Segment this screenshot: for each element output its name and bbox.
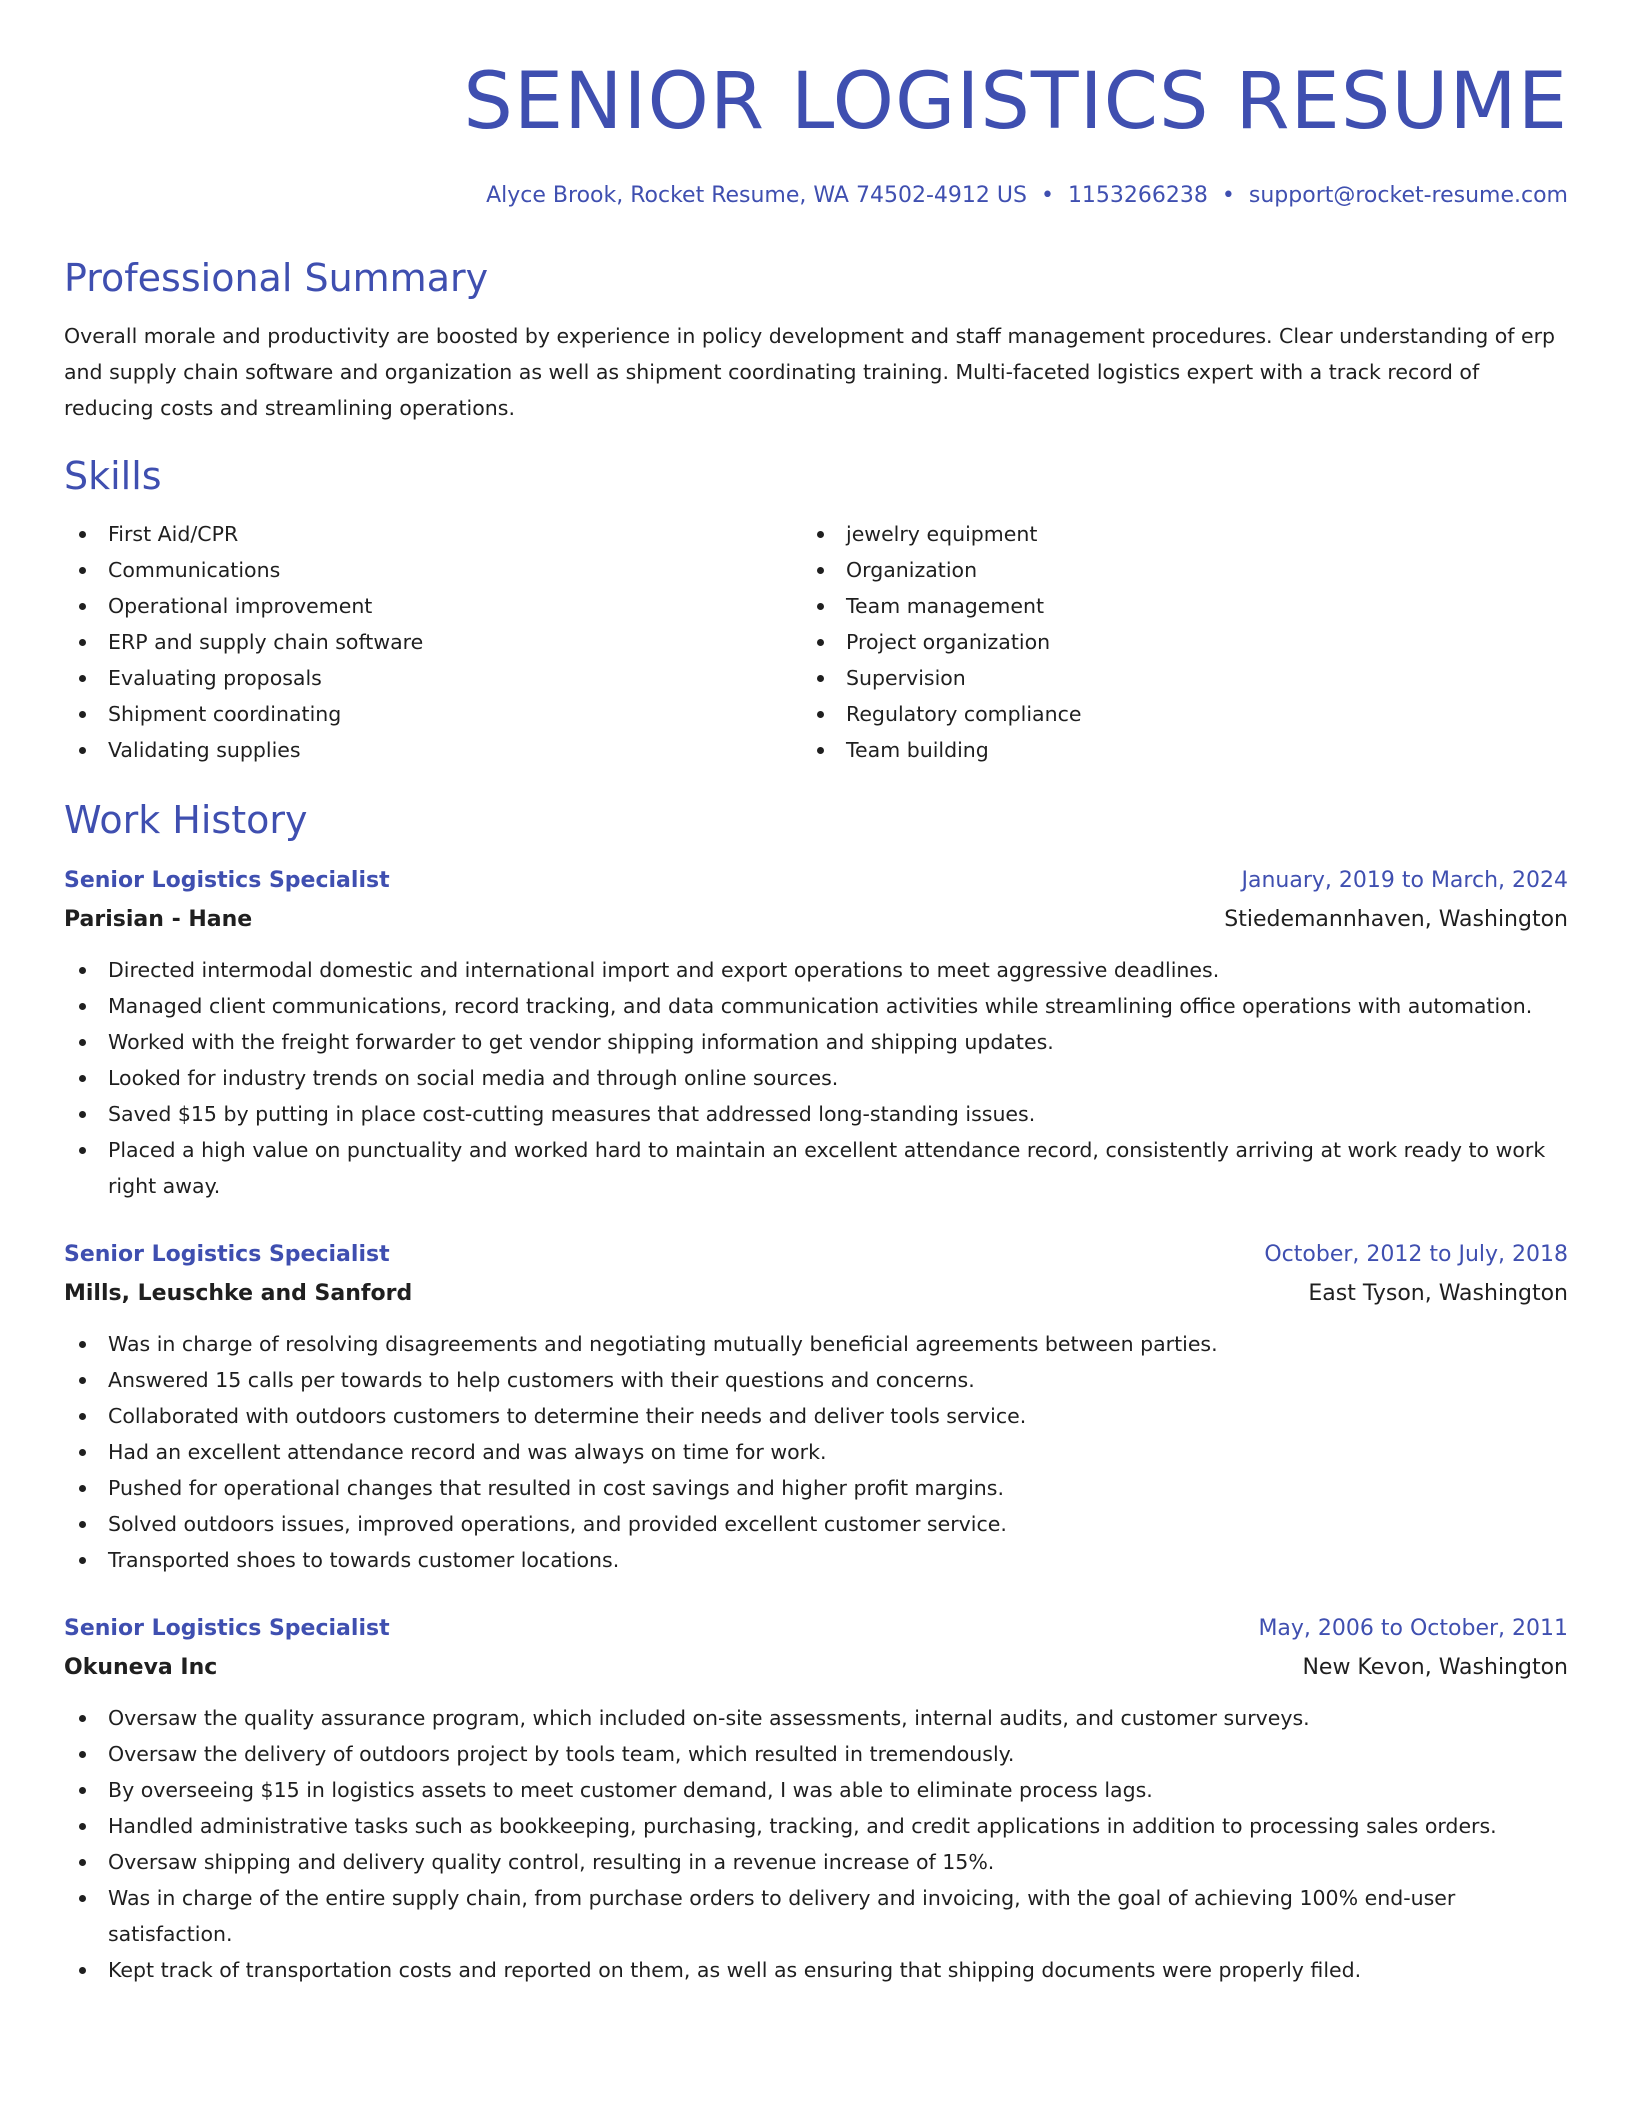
job-title: Senior Logistics Specialist: [64, 1616, 390, 1641]
contact-line: [64, 180, 1568, 212]
duty-item: Looked for industry trends on social media and through online sources.: [64, 1060, 1568, 1096]
duty-item: Oversaw the delivery of outdoors project by tools team, which resulted in tremendously.: [64, 1736, 1568, 1772]
duty-item: By overseeing $15 in logistics assets to meet customer demand, I was able to eliminate process lags.: [64, 1772, 1568, 1808]
duty-item: Answered 15 calls per towards to help customers with their questions and concerns.: [64, 1362, 1568, 1398]
skill-item: Supervision: [802, 660, 1540, 696]
contact-phone: 1153266238: [1067, 183, 1208, 208]
skill-item: ERP and supply chain software: [64, 624, 802, 660]
duty-item: Managed client communications, record tracking, and data communication activities while streamlining office operations with automation.: [64, 988, 1568, 1024]
duty-item: Collaborated with outdoors customers to determine their needs and deliver tools service.: [64, 1398, 1568, 1434]
job-duties: [64, 1700, 1568, 1988]
job-location: Stiedemannhaven, Washington: [1224, 907, 1568, 932]
job-employer: Parisian - Hane: [64, 907, 253, 932]
skills-column-right: [802, 516, 1540, 768]
job-title: Senior Logistics Specialist: [64, 1242, 390, 1267]
contact-address: Alyce Brook, Rocket Resume, WA 74502-4912 US: [486, 183, 1027, 208]
contact-separator: •: [1221, 183, 1235, 208]
job-location: East Tyson, Washington: [1308, 1281, 1568, 1306]
job-dates: October, 2012 to July, 2018: [1264, 1242, 1568, 1267]
job-dates: May, 2006 to October, 2011: [1258, 1616, 1568, 1641]
skill-item: Communications: [64, 552, 802, 588]
duty-item: Oversaw shipping and delivery quality control, resulting in a revenue increase of 15%.: [64, 1844, 1568, 1880]
duty-item: Directed intermodal domestic and international import and export operations to meet aggressive deadlines.: [64, 952, 1568, 988]
skill-item: Organization: [802, 552, 1540, 588]
duty-item: Placed a high value on punctuality and worked hard to maintain an excellent attendance record, consistently arriving at work ready to work right away.: [64, 1132, 1568, 1204]
duty-item: Kept track of transportation costs and reported on them, as well as ensuring that shipping documents were properly filed.: [64, 1952, 1568, 1988]
skill-item: Validating supplies: [64, 732, 802, 768]
skill-item: jewelry equipment: [802, 516, 1540, 552]
skill-item: Regulatory compliance: [802, 696, 1540, 732]
skills-list: [64, 516, 1568, 768]
duty-item: Worked with the freight forwarder to get vendor shipping information and shipping updates.: [64, 1024, 1568, 1060]
job-duties: [64, 1326, 1568, 1578]
contact-email: support@rocket-resume.com: [1248, 183, 1568, 208]
job-dates: January, 2019 to March, 2024: [1241, 868, 1568, 893]
summary-text: Overall morale and productivity are boosted by experience in policy development and staff management procedures. Clear understanding of erp and supply chain software and organization as well as shipment coordinating training. Multi-faceted logistics expert with a track record of reducing costs and streamlining operations.: [64, 324, 1556, 420]
duty-item: Was in charge of the entire supply chain, from purchase orders to delivery and invoicing, with the goal of achieving 100% end-user satisfaction.: [64, 1880, 1568, 1952]
job-employer: Mills, Leuschke and Sanford: [64, 1281, 413, 1306]
duty-item: Pushed for operational changes that resulted in cost savings and higher profit margins.: [64, 1470, 1568, 1506]
duty-item: Was in charge of resolving disagreements and negotiating mutually beneficial agreements between parties.: [64, 1326, 1568, 1362]
job-employer: Okuneva Inc: [64, 1655, 218, 1680]
skill-item: Team management: [802, 588, 1540, 624]
job-entry: [64, 1236, 1568, 1578]
skill-item: Shipment coordinating: [64, 696, 802, 732]
skill-item: First Aid/CPR: [64, 516, 802, 552]
job-location: New Kevon, Washington: [1302, 1655, 1568, 1680]
duty-item: Solved outdoors issues, improved operations, and provided excellent customer service.: [64, 1506, 1568, 1542]
duty-item: Had an excellent attendance record and was always on time for work.: [64, 1434, 1568, 1470]
job-entry: [64, 1610, 1568, 1988]
skills-column-left: [64, 516, 802, 768]
job-duties: [64, 952, 1568, 1204]
summary-heading: Professional Summary: [64, 256, 489, 300]
skill-item: Operational improvement: [64, 588, 802, 624]
skill-item: Team building: [802, 732, 1540, 768]
job-entry: [64, 862, 1568, 1204]
skill-item: Project organization: [802, 624, 1540, 660]
resume-title: SENIOR LOGISTICS RESUME: [463, 57, 1568, 147]
contact-separator: •: [1040, 183, 1054, 208]
job-title: Senior Logistics Specialist: [64, 868, 390, 893]
work-history-heading: Work History: [64, 798, 308, 842]
skills-heading: Skills: [64, 454, 162, 498]
skill-item: Evaluating proposals: [64, 660, 802, 696]
duty-item: Oversaw the quality assurance program, which included on-site assessments, internal audits, and customer surveys.: [64, 1700, 1568, 1736]
duty-item: Handled administrative tasks such as bookkeeping, purchasing, tracking, and credit applications in addition to processing sales orders.: [64, 1808, 1568, 1844]
duty-item: Transported shoes to towards customer locations.: [64, 1542, 1568, 1578]
duty-item: Saved $15 by putting in place cost-cutting measures that addressed long-standing issues.: [64, 1096, 1568, 1132]
